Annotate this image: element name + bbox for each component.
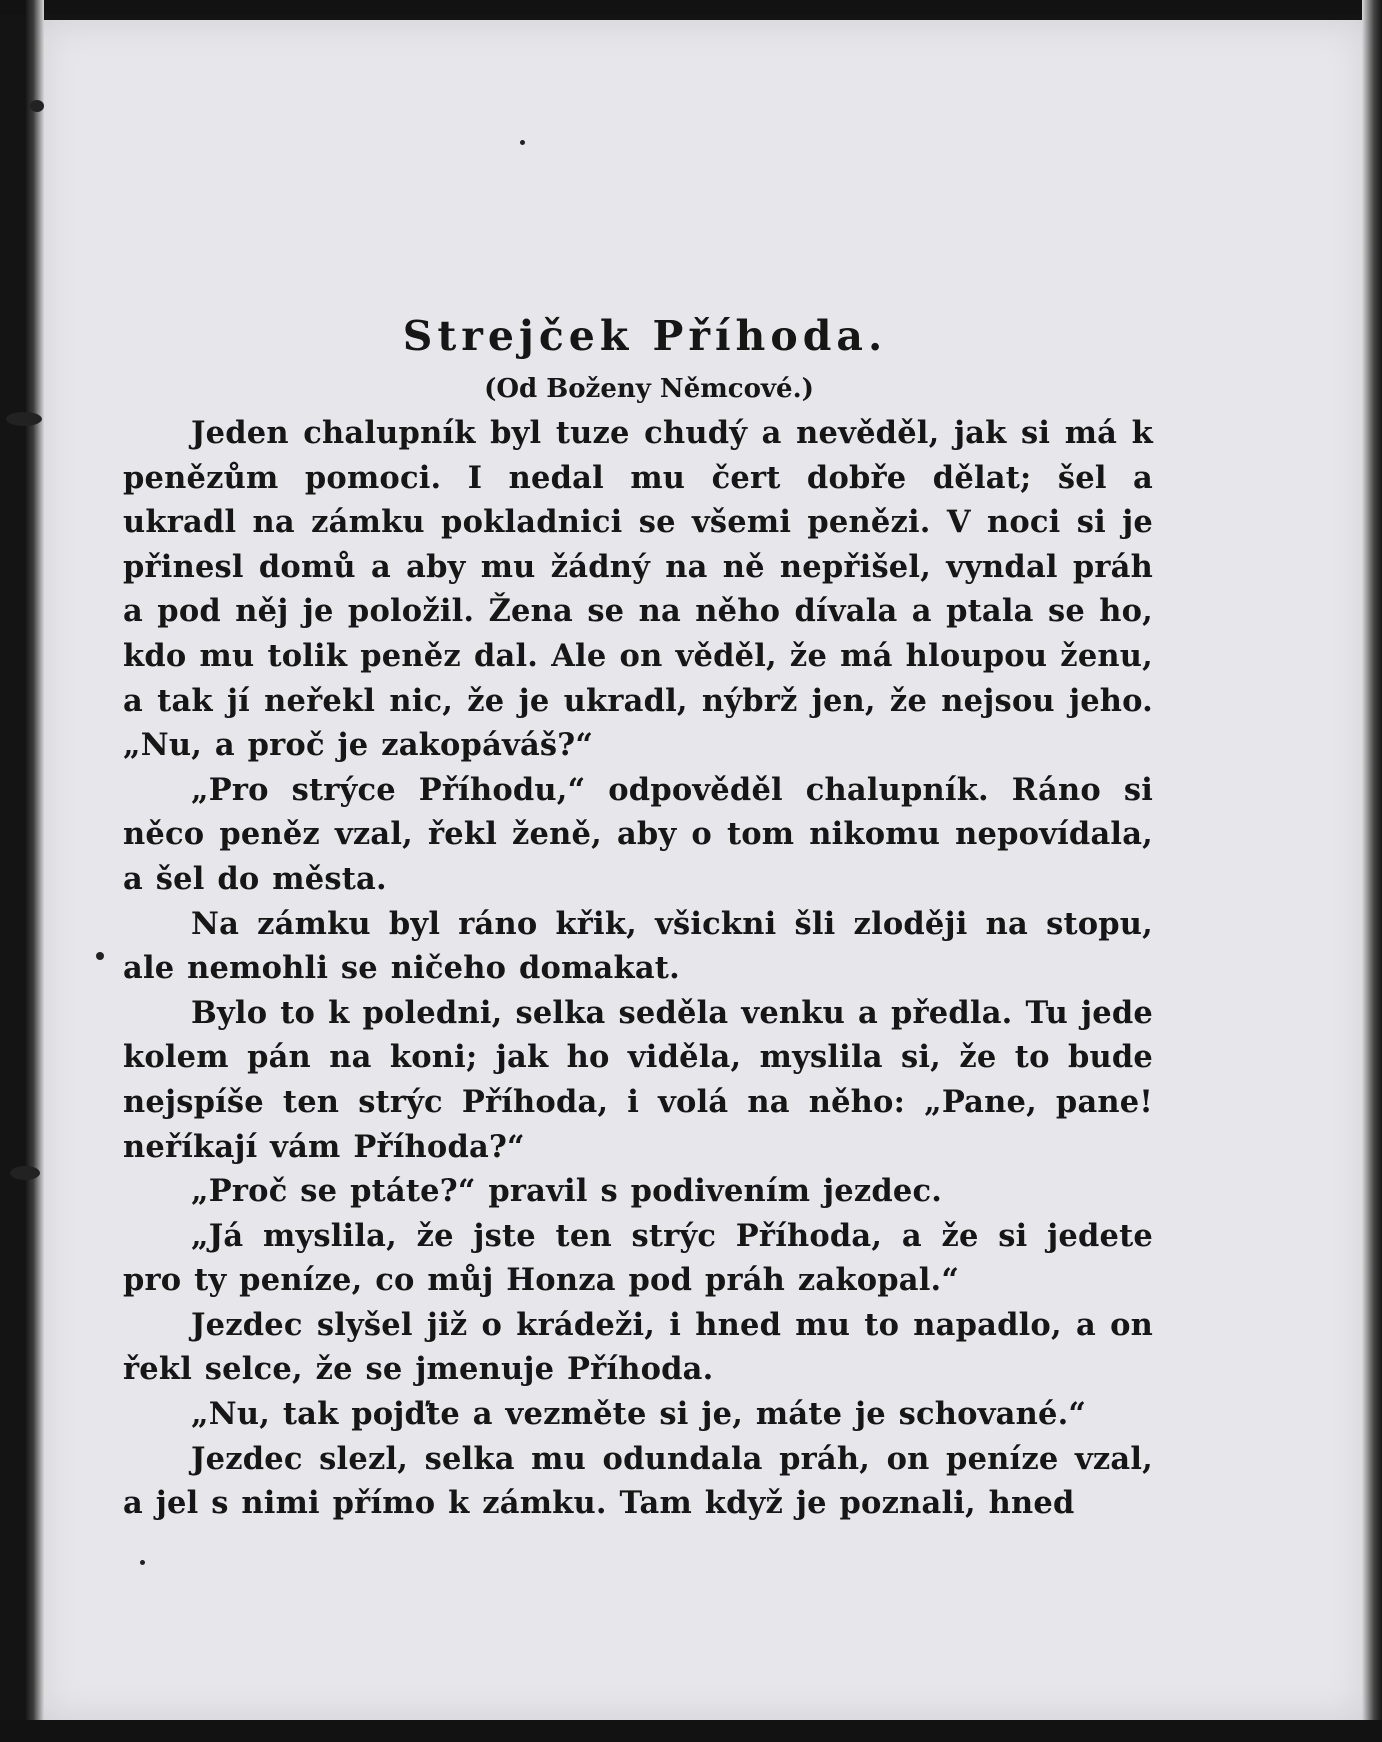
scan-speck: [520, 140, 525, 145]
paragraph: „Proč se ptáte?“ pravil s podivením jezdec.: [191, 1173, 943, 1210]
story-author: (Od Boženy Němcové.): [484, 374, 814, 404]
paragraph: Jezdec slyšel již o krádeži, i hned mu to napadlo, a on řekl selce, že se jmenuje Příhoda.: [123, 1306, 1153, 1388]
paragraph: „Pro strýce Příhodu,“ odpověděl chalupník. Ráno si něco peněz vzal, řekl ženě, aby o tom nikomu nepovídala, a šel do města.: [123, 771, 1153, 897]
scan-speck: [10, 1166, 40, 1180]
scan-speck: [6, 412, 42, 426]
scan-top-border: [0, 0, 1382, 14]
paragraph: Jeden chalupník byl tuze chudý a nevěděl, jak si má k penězům pomoci. I nedal mu čert dobře dělat; šel a ukradl na zámku pokladnici se všemi penězi. V noci si je přinesl domů a aby mu žádný na ně nepřišel, vyndal práh a pod něj je položil. Žena se na něho dívala a ptala se ho, kdo mu tolik peněz dal. Ale on věděl, že má hloupou ženu, a tak jí neřekl nic, že je ukradl, nýbrž jen, že nejsou jeho. „Nu, a proč je zakopáváš?“: [123, 415, 1153, 764]
scan-bottom-border: [0, 1720, 1382, 1742]
story-title: Strejček Příhoda.: [402, 312, 888, 360]
paragraph: Jezdec slezl, selka mu odundala práh, on peníze vzal, a jel s nimi přímo k zámku. Tam když je poznali, hned: [123, 1440, 1153, 1522]
scan-speck: [30, 100, 44, 112]
page-left-binding-edge: [26, 0, 44, 1742]
paragraph: Bylo to k poledni, selka seděla venku a předla. Tu jede kolem pán na koni; jak ho viděla, myslila si, že to bude nejspíše ten strýc Příhoda, i volá na něho: „Pane, pane! neříkají vám Příhoda?“: [123, 994, 1153, 1165]
paragraph: Na zámku byl ráno křik, všickni šli zloději na stopu, ale nemohli se ničeho domakat.: [123, 905, 1153, 987]
paragraph: „Já myslila, že jste ten strýc Příhoda, a že si jedete pro ty peníze, co můj Honza pod práh zakopal.“: [123, 1217, 1153, 1299]
paragraph: „Nu, tak pojďte a vezměte si je, máte je schované.“: [191, 1396, 1087, 1433]
scan-speck: [96, 952, 104, 960]
page-right-edge: [1362, 0, 1382, 1742]
scan-speck: [140, 1560, 145, 1565]
page-text: [123, 305, 1153, 1526]
